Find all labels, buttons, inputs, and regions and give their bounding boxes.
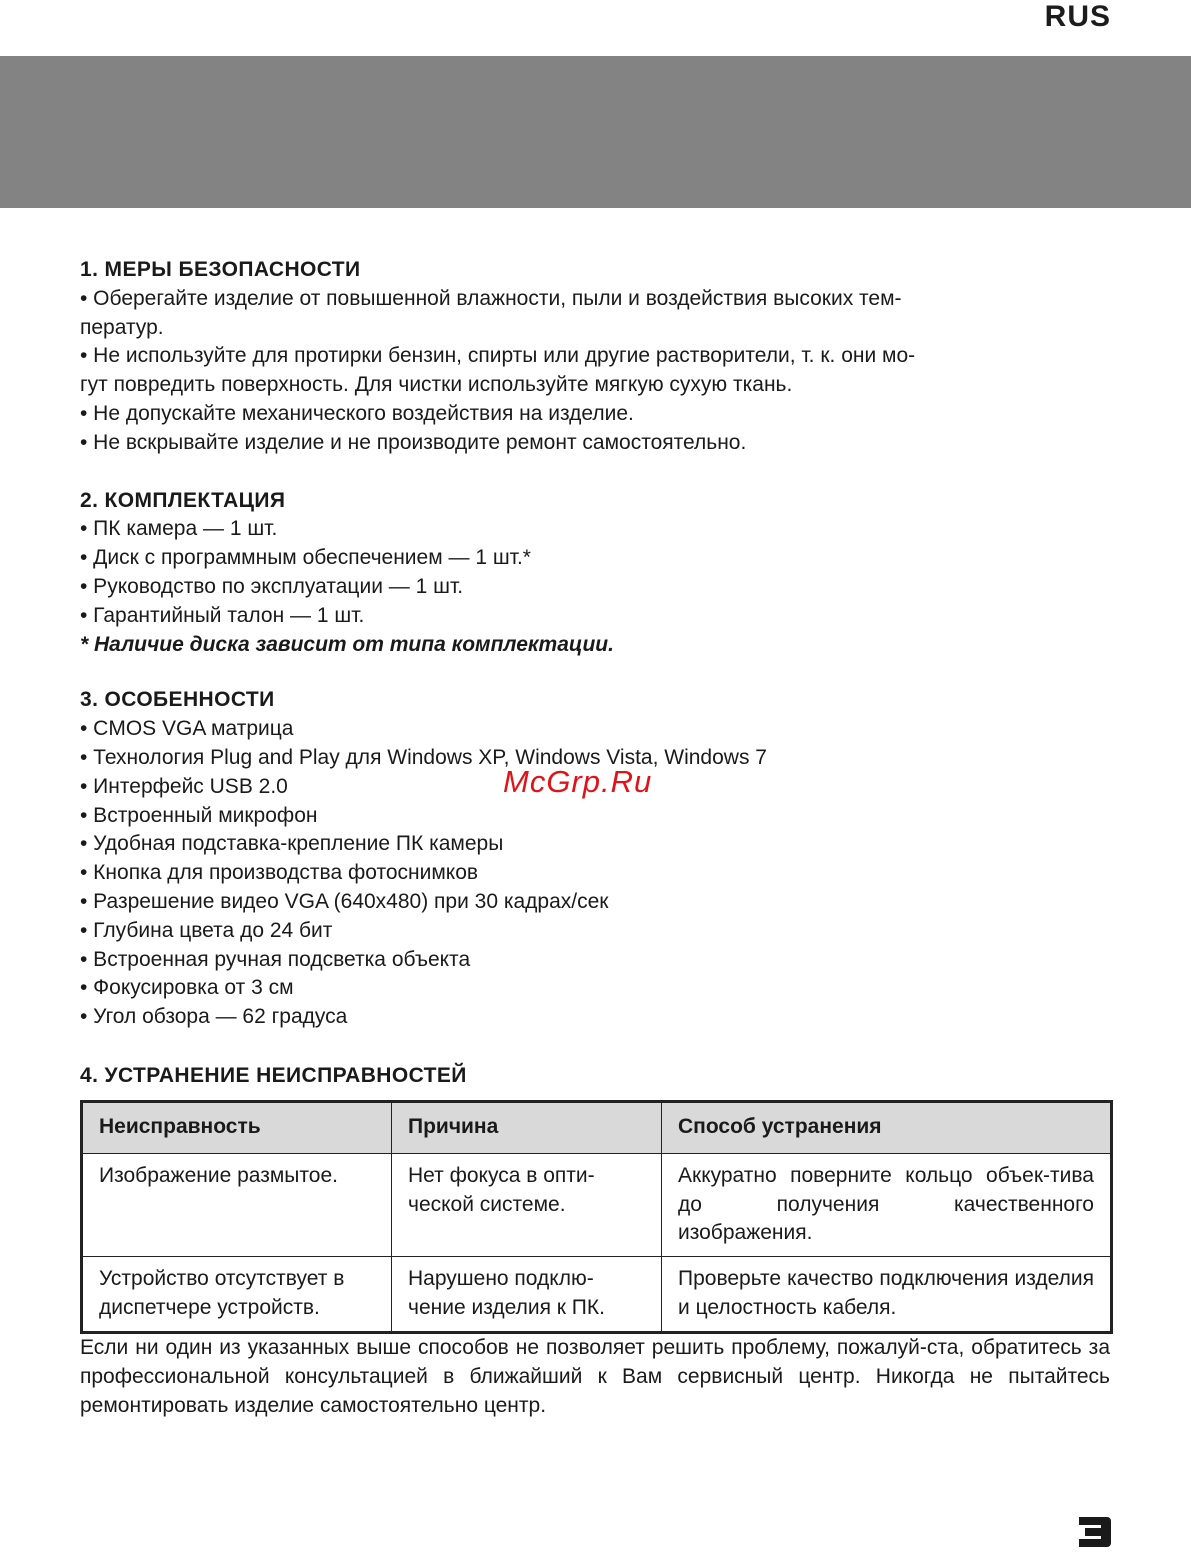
header-banner xyxy=(0,56,1191,208)
section-safety xyxy=(80,256,1110,458)
table-header-cell: Неисправность xyxy=(82,1101,392,1153)
footer-paragraph: Если ни один из указанных выше способов не позволяет решить проблему, пожалуй-ста, обратитесь за профессиональной консультацией в ближайший к Вам сервисный центр. Никогда не пытайтесь ремонтировать изделие самостоятельно центр. xyxy=(80,1336,1110,1417)
table-row xyxy=(82,1153,1112,1256)
package-item: • Руководство по эксплуатации — 1 шт. xyxy=(80,574,464,598)
section-troubleshooting xyxy=(80,1062,1110,1421)
section-title-package: 2. КОМПЛЕКТАЦИЯ xyxy=(80,488,286,512)
language-label: RUS xyxy=(1044,0,1111,33)
table-cell: Проверьте качество подключения изделия и целостность кабеля. xyxy=(662,1257,1112,1333)
table-header-row xyxy=(82,1101,1112,1153)
table-header-cell: Способ устранения xyxy=(662,1101,1112,1153)
section-title-safety: 1. МЕРЫ БЕЗОПАСНОСТИ xyxy=(80,258,361,281)
package-item: • ПК камера — 1 шт. xyxy=(80,517,278,541)
safety-line: • Не допускайте механического воздействия на изделие. xyxy=(80,401,634,425)
feature-item: • Разрешение видео VGA (640x480) при 30 кадрах/сек xyxy=(80,889,609,913)
table-cell: Нет фокуса в опти-ческой системе. xyxy=(392,1153,662,1256)
feature-item: • Удобная подставка-крепление ПК камеры xyxy=(80,832,504,856)
feature-item: • CMOS VGA матрица xyxy=(80,717,294,741)
section-title-troubleshooting: 4. УСТРАНЕНИЕ НЕИСПРАВНОСТЕЙ xyxy=(80,1063,467,1087)
watermark: McGrp.Ru xyxy=(503,764,653,799)
section-package xyxy=(80,487,1110,660)
feature-item: • Встроенная ручная подсветка объекта xyxy=(80,947,471,971)
page-number-glyph xyxy=(1077,1515,1111,1549)
feature-item: • Технология Plug and Play для Windows XP, Windows Vista, Windows 7 xyxy=(80,745,767,769)
package-item: • Гарантийный талон — 1 шт. xyxy=(80,603,365,627)
section-features xyxy=(80,686,1110,1032)
table-row xyxy=(82,1257,1112,1333)
troubleshooting-table xyxy=(80,1100,1113,1334)
safety-line: • Не используйте для протирки бензин, спирты или другие растворители, т. к. они мо- xyxy=(80,344,916,368)
feature-item: • Интерфейс USB 2.0 xyxy=(80,774,288,798)
feature-item: • Фокусировка от 3 см xyxy=(80,976,294,1000)
document-body xyxy=(80,256,1110,1421)
feature-item: • Встроенный микрофон xyxy=(80,803,318,827)
package-note: * Наличие диска зависит от типа комплектации. xyxy=(80,632,614,656)
safety-line: • Не вскрывайте изделие и не производите ремонт самостоятельно. xyxy=(80,430,747,454)
table-cell: Устройство отсутствует в диспетчере устройств. xyxy=(82,1257,392,1333)
safety-line: • Оберегайте изделие от повышенной влажности, пыли и воздействия высоких тем- xyxy=(80,286,902,310)
feature-item: • Глубина цвета до 24 бит xyxy=(80,918,333,942)
section-title-features: 3. ОСОБЕННОСТИ xyxy=(80,688,275,712)
table-cell: Нарушено подклю-чение изделия к ПК. xyxy=(392,1257,662,1333)
safety-line: гут повредить поверхность. Для чистки используйте мягкую сухую ткань. xyxy=(80,373,793,397)
table-header-cell: Причина xyxy=(392,1101,662,1153)
page-number-text xyxy=(1111,1515,1112,1516)
table-cell: Аккуратно поверните кольцо объек-тива до получения качественного изображения. xyxy=(662,1153,1112,1256)
page-number xyxy=(1077,1515,1111,1549)
table-cell: Изображение размытое. xyxy=(82,1153,392,1256)
safety-line: ператур. xyxy=(80,315,164,339)
feature-item: • Угол обзора — 62 градуса xyxy=(80,1005,348,1029)
feature-item: • Кнопка для производства фотоснимков xyxy=(80,861,479,885)
package-item: • Диск с программным обеспечением — 1 шт.* xyxy=(80,546,531,570)
